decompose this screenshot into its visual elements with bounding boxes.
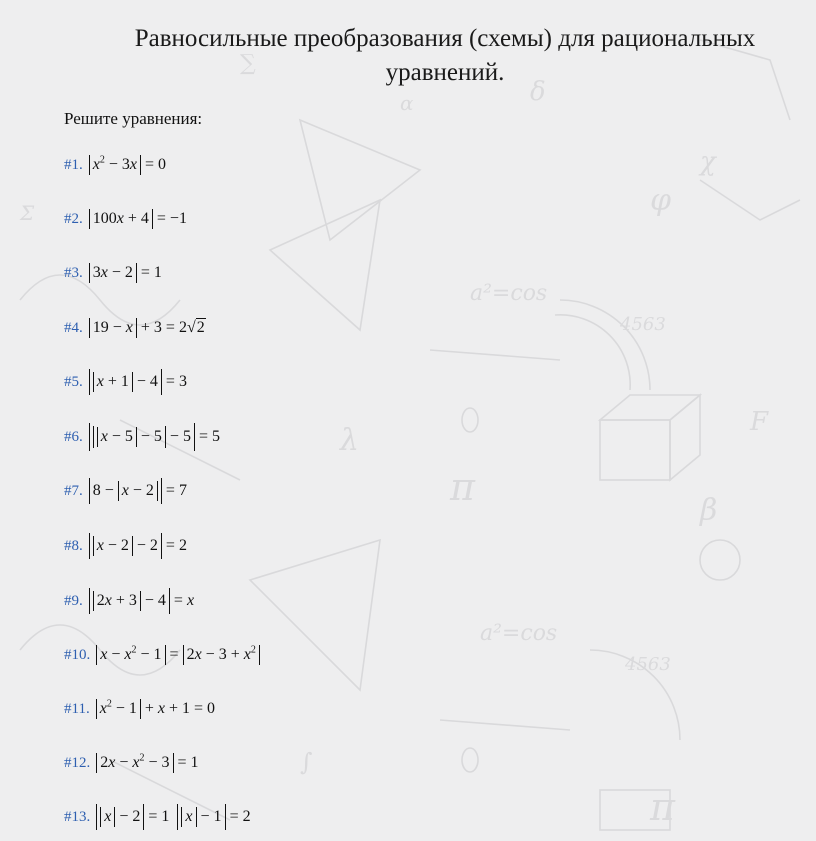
problem-number: #5. xyxy=(64,374,83,390)
equation-2: 100x + 4 = −1 xyxy=(89,207,187,231)
equation-7: 8 − x − 2 = 7 xyxy=(89,478,187,504)
svg-text:F: F xyxy=(750,407,769,437)
problem-7 xyxy=(64,479,187,503)
problem-number: #11. xyxy=(64,701,90,717)
svg-text:Σ: Σ xyxy=(20,201,35,225)
svg-text:χ: χ xyxy=(700,147,716,177)
problem-12 xyxy=(64,751,199,775)
svg-text:4563: 4563 xyxy=(625,654,671,675)
equation-3: 3x − 2 = 1 xyxy=(89,261,162,285)
svg-text:a²=cos: a²=cos xyxy=(480,621,558,646)
problem-number: #8. xyxy=(64,538,83,554)
problem-11 xyxy=(64,697,215,721)
problem-4 xyxy=(64,316,206,340)
problem-number: #13. xyxy=(64,809,91,825)
equation-4: 19 − x + 3 = 2√2 xyxy=(89,316,206,340)
problem-number: #10. xyxy=(64,647,91,663)
equation-6: x − 5 − 5 − 5 = 5 xyxy=(89,423,220,451)
equation-1: $x^2 - 3x = 0$ xyxy=(89,153,166,177)
svg-text:α: α xyxy=(400,91,414,115)
svg-text:β: β xyxy=(700,493,718,528)
equation-13: x − 2 = 1 x − 1 = 2 xyxy=(96,804,250,830)
svg-text:∑: ∑ xyxy=(240,51,256,76)
problem-13 xyxy=(64,805,251,829)
problem-number: #3. xyxy=(64,265,83,281)
page-title: Равносильные преобразования (схемы) для рациональных уравнений. xyxy=(134,25,756,86)
equation-11: $x^2 - 1 + x + 1 = 0$ xyxy=(96,697,215,721)
problem-number: #7. xyxy=(64,483,83,499)
svg-text:π: π xyxy=(450,465,475,509)
equation-8: x − 2 − 2 = 2 xyxy=(89,533,187,559)
svg-text:a²=cos: a²=cos xyxy=(470,281,548,306)
problem-8 xyxy=(64,534,187,558)
equation-5: x + 1 − 4 = 3 xyxy=(89,369,187,395)
problem-number: #12. xyxy=(64,755,91,771)
svg-text:4563: 4563 xyxy=(620,314,666,335)
problem-number: #1. xyxy=(64,157,83,173)
problem-2 xyxy=(64,207,187,231)
instruction-text: Решите уравнения: xyxy=(64,109,203,128)
problem-number: #4. xyxy=(64,320,83,336)
equation-9: 2x + 3 − 4 = x xyxy=(89,588,194,614)
svg-text:δ: δ xyxy=(530,77,546,107)
svg-text:λ: λ xyxy=(340,423,360,458)
equation-10: $x - x^2 - 1 = 2x - 3 + x^2$ xyxy=(96,643,260,667)
problem-6 xyxy=(64,425,220,449)
problem-3 xyxy=(64,261,162,285)
problem-1 xyxy=(64,153,166,177)
problem-number: #9. xyxy=(64,593,83,609)
problem-number: #2. xyxy=(64,211,83,227)
problem-number: #6. xyxy=(64,429,83,445)
equation-12: $2x - x^2 - 3 = 1$ xyxy=(96,751,198,775)
svg-text:π: π xyxy=(650,785,675,829)
problem-10 xyxy=(64,643,260,667)
svg-text:∫: ∫ xyxy=(300,748,313,776)
svg-text:φ: φ xyxy=(650,183,672,218)
problem-5 xyxy=(64,370,187,394)
problem-9 xyxy=(64,589,194,613)
